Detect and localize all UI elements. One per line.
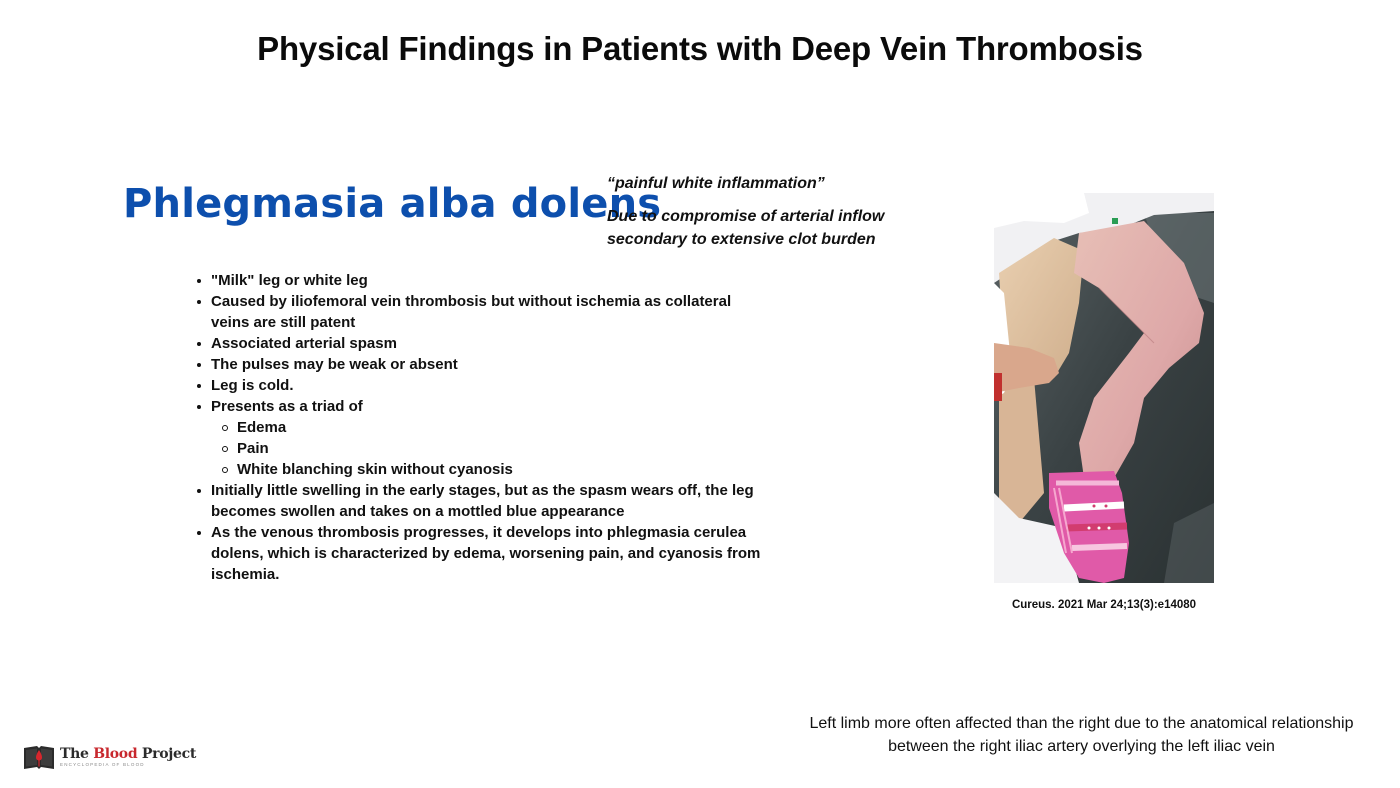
photo-citation: Cureus. 2021 Mar 24;13(3):e14080 [1011, 599, 1197, 611]
section-heading: Phlegmasia alba dolens [123, 181, 662, 227]
open-book-icon [23, 744, 55, 770]
list-item: Initially little swelling in the early stages, but as the spasm wears off, the leg becomes swollen and takes on a mottled blue appearance [211, 480, 771, 522]
leg-photo-illustration [994, 193, 1214, 583]
list-item: Leg is cold. [211, 375, 771, 396]
anatomy-footnote: Left limb more often affected than the right due to the anatomical relationship between the right iliac artery overlying the left iliac vein [809, 715, 1354, 755]
findings-list [211, 270, 771, 585]
list-item: Associated arterial spasm [211, 333, 771, 354]
logo-wordmark: The Blood Project [60, 745, 196, 762]
sub-list-item: White blanching skin without cyanosis [237, 459, 771, 480]
clinical-photo [994, 193, 1214, 583]
sub-list-item: Edema [237, 417, 771, 438]
mechanism-description: Due to compromise of arterial inflow secondary to extensive clot burden [607, 208, 885, 248]
blood-project-logo [23, 743, 196, 771]
sub-list-item: Pain [237, 438, 771, 459]
definition-aside [607, 172, 907, 251]
list-item: As the venous thrombosis progresses, it develops into phlegmasia cerulea dolens, which is characterized by edema, worsening pain, and cyanosis from ischemia. [211, 522, 771, 585]
list-item [211, 396, 771, 480]
list-item: Caused by iliofemoral vein thrombosis but without ischemia as collateral veins are still patent [211, 291, 771, 333]
logo-tagline: ENCYCLOPEDIA OF BLOOD [60, 761, 145, 767]
list-item: "Milk" leg or white leg [211, 270, 771, 291]
translation-quote: “painful white inflammation” [607, 175, 825, 192]
list-item: The pulses may be weak or absent [211, 354, 771, 375]
slide-title: Physical Findings in Patients with Deep Vein Thrombosis [257, 30, 1143, 67]
triad-list [211, 417, 771, 480]
list-item-text: Presents as a triad of [211, 398, 363, 415]
